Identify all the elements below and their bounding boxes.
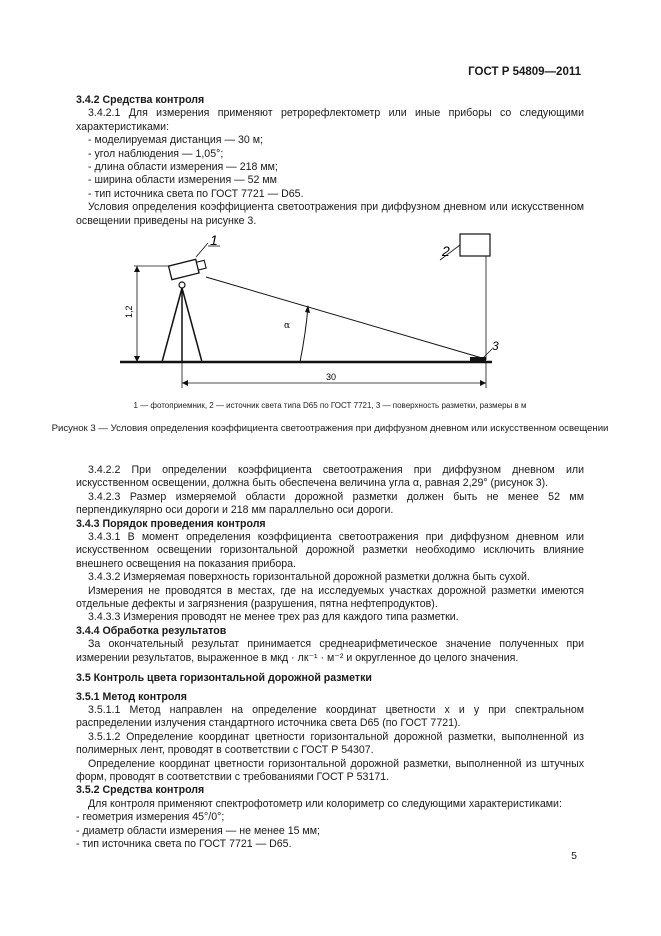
label-1: 1 [210, 232, 218, 248]
list-item: - длина области измерения — 218 мм; [88, 161, 278, 174]
section-body [76, 464, 584, 851]
section-heading: 3.5.1 Метод контроля [76, 690, 187, 703]
figure-3-diagram [120, 232, 520, 392]
distance-label: 30 [326, 372, 337, 382]
tripod-leg [182, 288, 202, 362]
paragraph: 3.4.3.3 Измерения проводят не менее трех раз для каждого типа разметки. [88, 611, 459, 624]
section-heading: 3.5.2 Средства контроля [76, 784, 205, 797]
section-heading: 3.5 Контроль цвета горизонтальной дорожной разметки [76, 672, 372, 685]
paragraph: Условия определения коэффициента светоотражения при диффузном дневном или искусственном освещении приведены на рисунке 3. [76, 201, 584, 227]
arrow-icon [182, 380, 188, 386]
list-item: - тип источника света по ГОСТ 7721 — D65. [88, 187, 304, 200]
list-item: - угол наблюдения — 1,05°; [88, 147, 224, 160]
light-source-icon [460, 234, 490, 256]
arrow-icon [480, 380, 486, 386]
paragraph: 3.5.1.1 Метод направлен на определение координат цветности x и y при спектральном распределении излучения стандартного источника света D65 (по ГОСТ 7721). [76, 703, 584, 730]
arrow-icon [134, 266, 140, 272]
section-3-4-2 [76, 94, 584, 228]
paragraph: 3.4.2.1 Для измерения применяют ретрорефлектометр или иные приборы со следующими характеристиками: [76, 107, 584, 133]
label-3: 3 [492, 339, 499, 353]
sight-line [206, 277, 482, 358]
measurement-geometry-diagram [120, 232, 520, 392]
angle-label: α [284, 321, 291, 331]
document-standard-number: ГОСТ Р 54809—2011 [468, 66, 581, 78]
list-item: - тип источника света по ГОСТ 7721 — D65. [76, 837, 292, 850]
paragraph: Определение координат цветности горизонтальной дорожной разметки, выполненной из штучных форм, проводят в соответствии с требованиями ГОСТ Р 53171. [76, 757, 584, 783]
paragraph: За окончательный результат принимается среднеарифметическое значение полученных при измерении результатов, выраженное в мкд · лк⁻¹ · м⁻² и округленное до целого значения. [76, 638, 584, 664]
tripod-leg [162, 288, 182, 362]
paragraph: 3.5.1.2 Определение координат цветности горизонтальной дорожной разметки, выполненной из полимерных лент, проводят в соответствии с ГОСТ Р 54307. [76, 730, 584, 757]
section-heading: 3.4.3 Порядок проведения контроля [76, 517, 266, 530]
angle-arc [300, 306, 308, 362]
photoreceiver-icon [169, 257, 207, 279]
page-number: 5 [571, 850, 577, 862]
paragraph: 3.4.2.2 При определении коэффициента светоотражения при диффузном дневном или искусственном освещении, должна быть обеспечена величина угла α, равная 2,29° (рисунок 3). [76, 464, 584, 490]
section-heading: 3.4.4 Обработка результатов [76, 624, 227, 637]
tripod-head-icon [179, 282, 185, 288]
height-label: 1,2 [124, 305, 134, 318]
leader-line [196, 243, 208, 257]
paragraph: Измерения не проводятся в местах, где на исследуемых участках дорожной разметки имеются отдельные дефекты и загрязнения (разрушения, пятна нефтепродуктов). [76, 584, 584, 611]
paragraph: Для контроля применяют спектрофотометр или колориметр со следующими характеристиками: [88, 797, 562, 810]
paragraph: 3.4.3.2 Измеряемая поверхность горизонтальной дорожной разметки должна быть сухой. [88, 571, 530, 584]
paragraph: 3.4.3.1 В момент определения коэффициента светоотражения при диффузном дневном или искусственном освещении горизонтальной дорожной разметки необходимо исключить влияние внешнего освещения на показания прибора. [76, 531, 584, 570]
list-item: - диаметр области измерения — не менее 15 мм; [76, 824, 320, 837]
list-item: - ширина области измерения — 52 мм [88, 174, 277, 187]
label-2: 2 [442, 243, 450, 259]
marking-surface-icon [470, 357, 486, 362]
figure-legend: 1 — фотоприемник, 2 — источник света типа D65 по ГОСТ 7721, 3 — поверхность разметки, размеры в м [133, 401, 527, 410]
list-item: - геометрия измерения 45°/0°; [76, 811, 225, 824]
section-heading: 3.4.2 Средства контроля [76, 94, 205, 106]
leader-line [484, 349, 492, 357]
paragraph: 3.4.2.3 Размер измеряемой области дорожной разметки должен быть не менее 52 мм перпендикулярно оси дороги и 218 мм параллельно оси дороги. [76, 490, 584, 517]
figure-caption: Рисунок 3 — Условия определения коэффициента светоотражения при диффузном дневном или искусственном освещении [51, 423, 609, 434]
list-item: - моделируемая дистанция — 30 м; [88, 134, 263, 147]
